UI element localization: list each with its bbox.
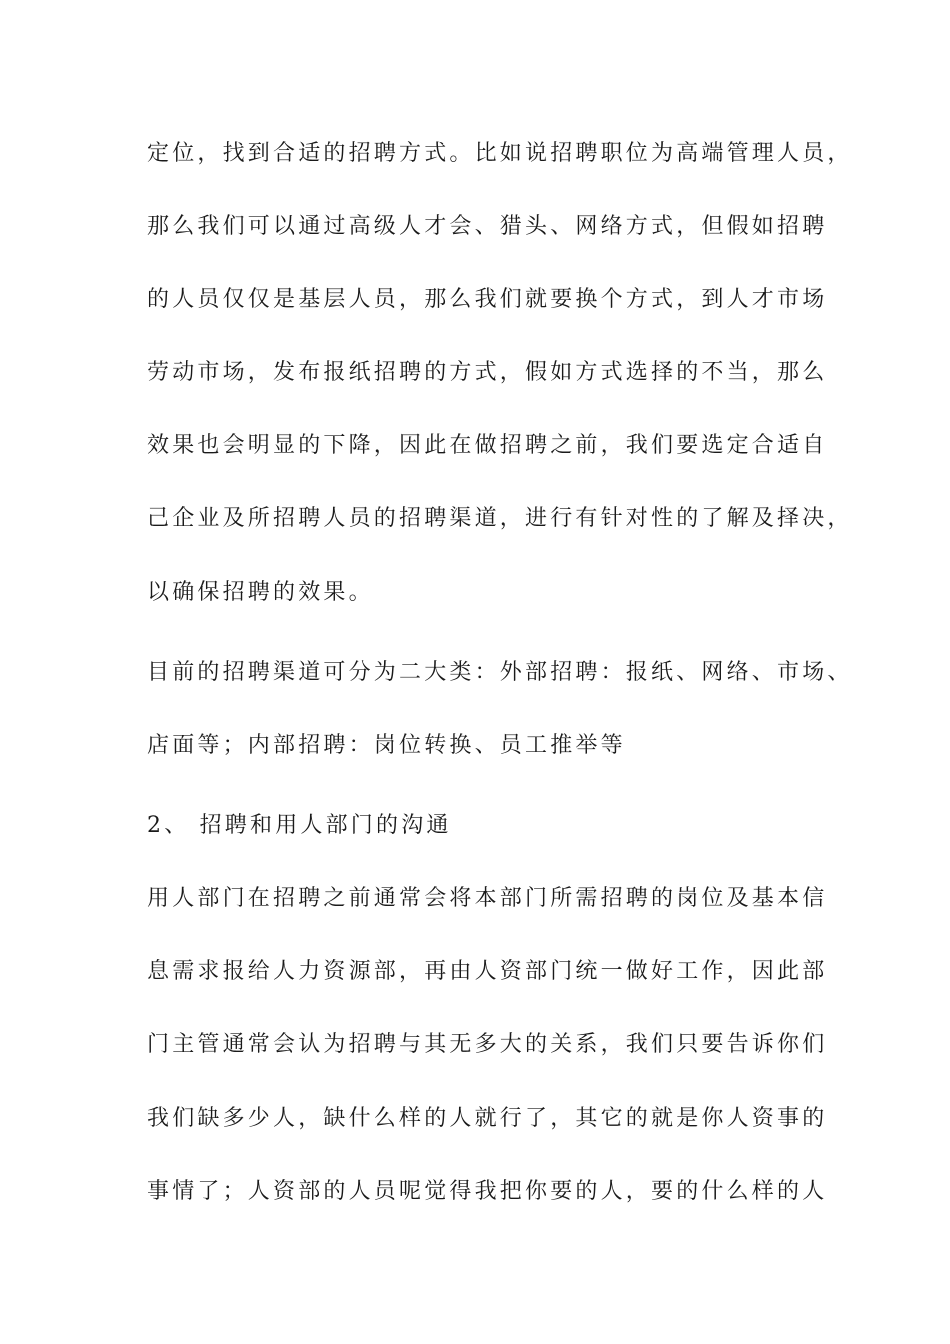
paragraph-line-8: 目前的招聘渠道可分为二大类：外部招聘：报纸、网络、市场、	[147, 660, 853, 685]
paragraph-line-4: 劳动市场，发布报纸招聘的方式，假如方式选择的不当，那么	[147, 360, 828, 385]
paragraph-line-3: 的人员仅仅是基层人员，那么我们就要换个方式，到人才市场	[147, 287, 828, 312]
paragraph-line-11: 息需求报给人力资源部，再由人资部门统一做好工作，因此部	[147, 959, 828, 984]
paragraph-line-6: 己企业及所招聘人员的招聘渠道，进行有针对性的了解及择决，	[147, 506, 853, 531]
paragraph-line-2: 那么我们可以通过高级人才会、猎头、网络方式，但假如招聘	[147, 214, 828, 239]
paragraph-line-10: 用人部门在招聘之前通常会将本部门所需招聘的岗位及基本信	[147, 886, 828, 911]
paragraph-line-1: 定位，找到合适的招聘方式。比如说招聘职位为高端管理人员，	[147, 141, 853, 166]
paragraph-line-9: 店面等；内部招聘：岗位转换、员工推举等	[147, 733, 626, 758]
paragraph-line-14: 事情了；人资部的人员呢觉得我把你要的人，要的什么样的人	[147, 1179, 828, 1204]
section-heading: 2、 招聘和用人部门的沟通	[147, 813, 452, 838]
paragraph-line-13: 我们缺多少人，缺什么样的人就行了，其它的就是你人资事的	[147, 1106, 828, 1131]
paragraph-line-7: 以确保招聘的效果。	[147, 580, 374, 605]
paragraph-line-12: 门主管通常会认为招聘与其无多大的关系，我们只要告诉你们	[147, 1032, 828, 1057]
paragraph-line-5: 效果也会明显的下降，因此在做招聘之前，我们要选定合适自	[147, 433, 828, 458]
